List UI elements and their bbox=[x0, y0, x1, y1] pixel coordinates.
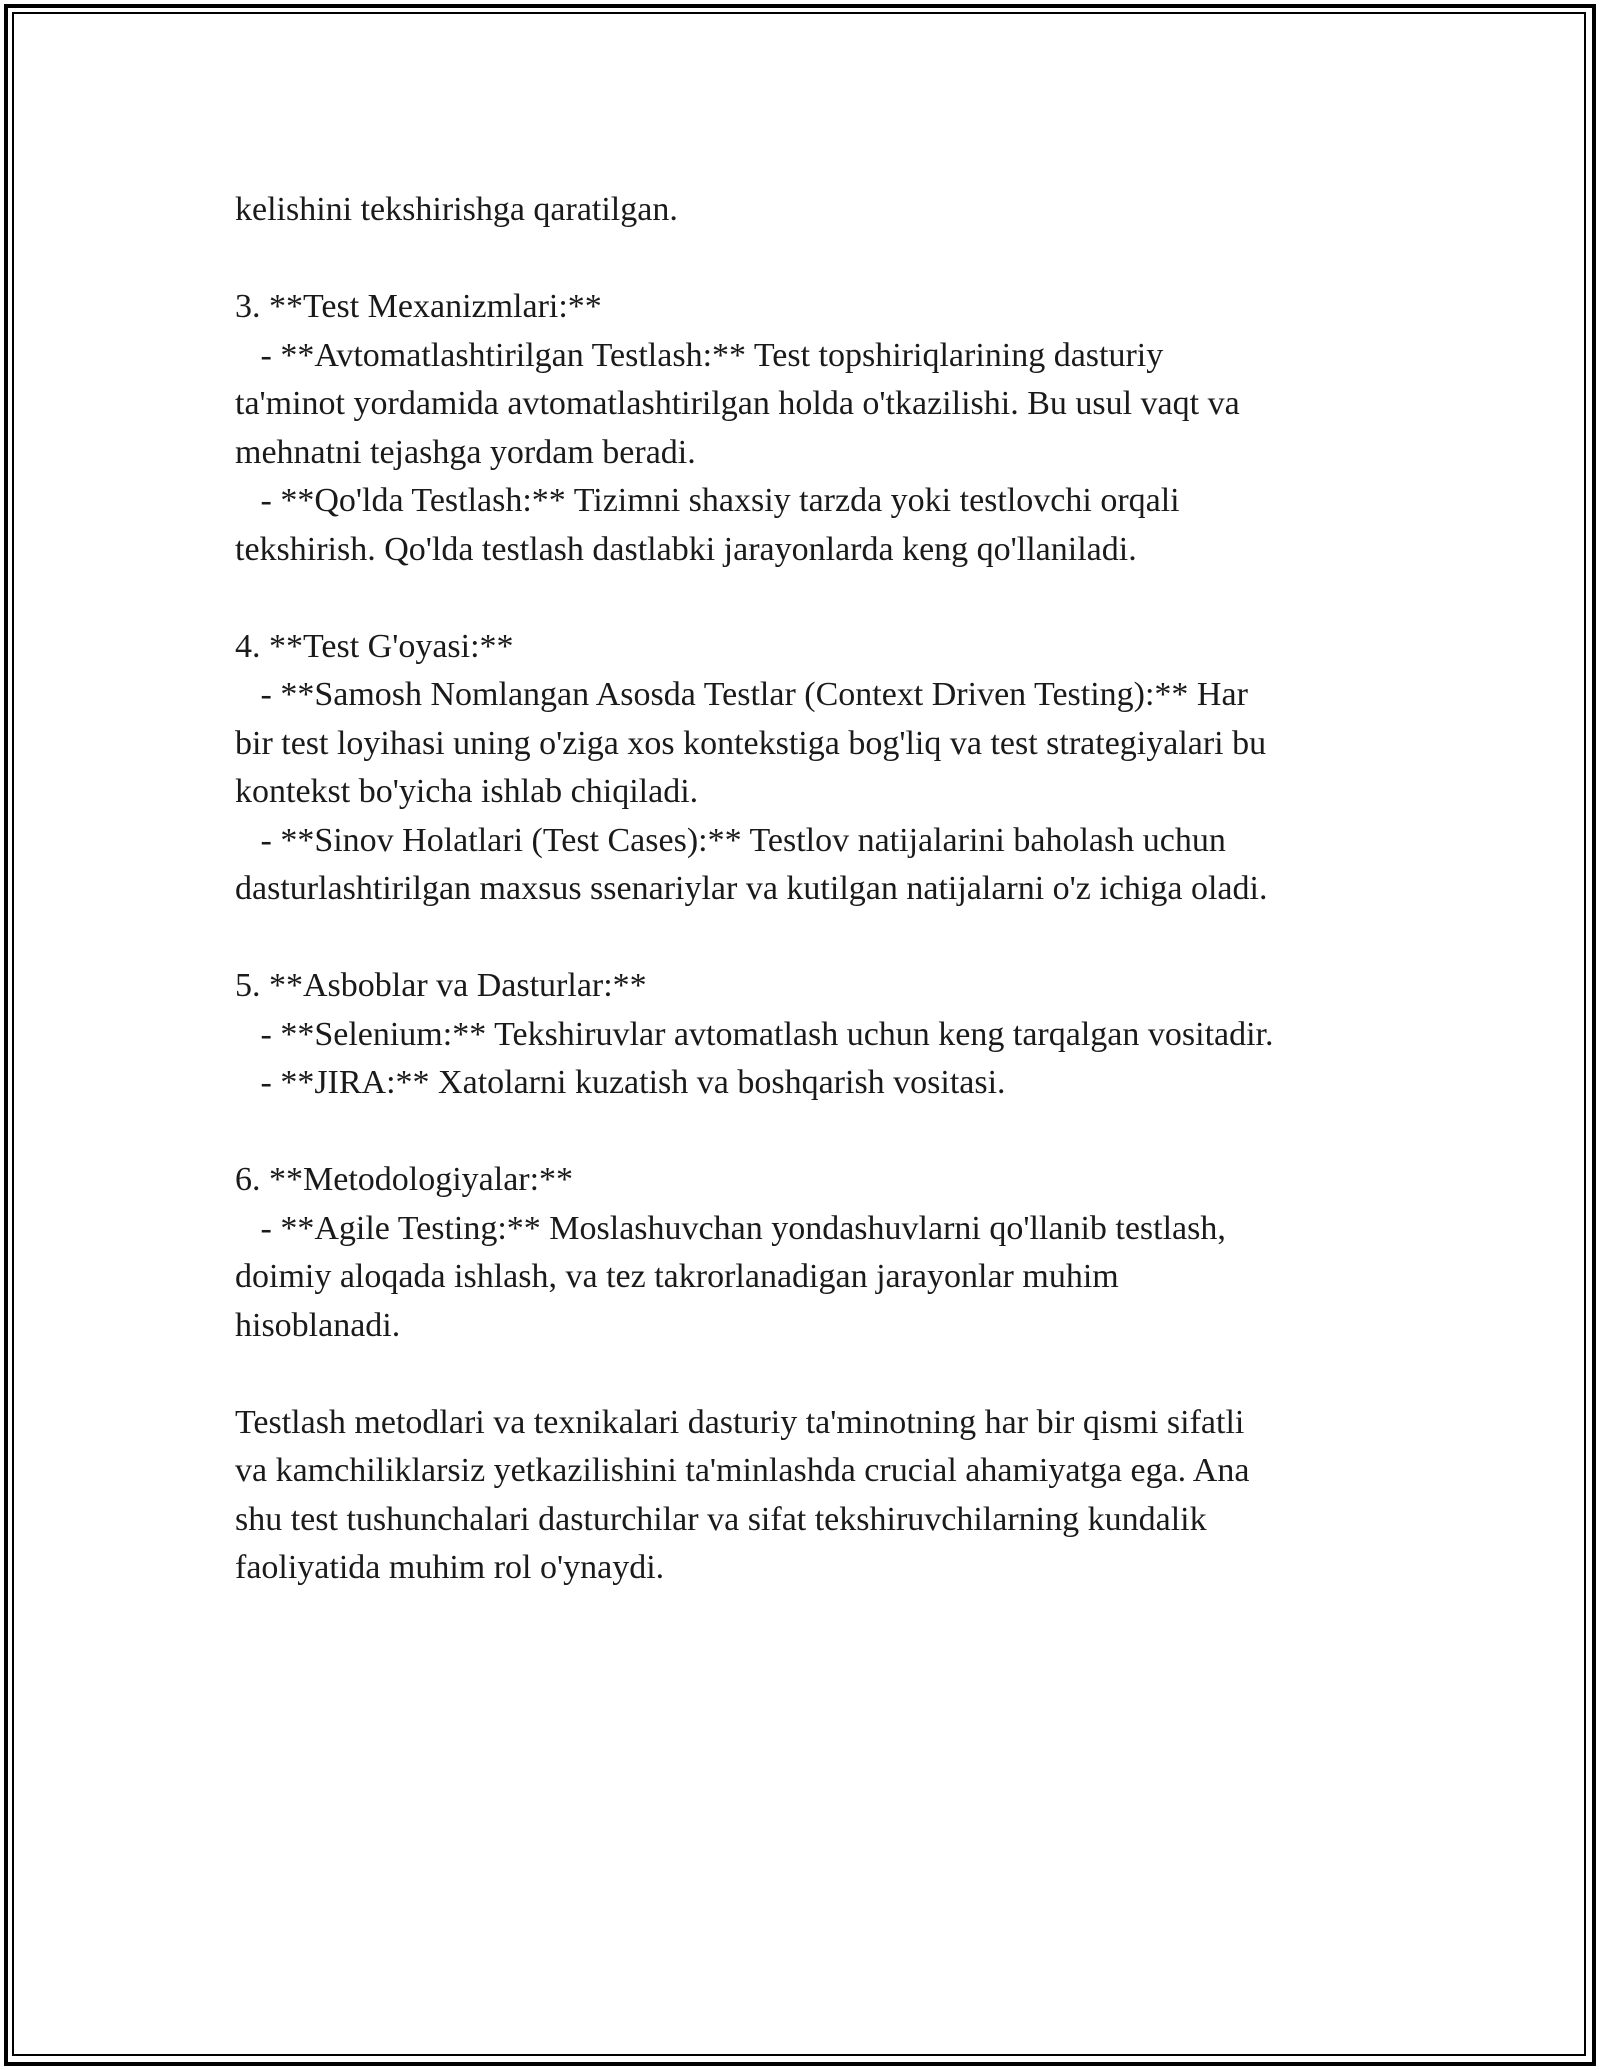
text-line: bir test loyihasi uning o'ziga xos kontekstiga bog'liq va test strategiyalari bu bbox=[235, 724, 1267, 762]
text-line: - **Sinov Holatlari (Test Cases):** Testlov natijalarini baholash uchun bbox=[235, 821, 1226, 859]
section-heading: 5. **Asboblar va Dasturlar:** bbox=[235, 967, 647, 1004]
text-line: faoliyatida muhim rol o'ynaydi. bbox=[235, 1549, 665, 1586]
text-line: shu test tushunchalari dasturchilar va sifat tekshiruvchilarning kundalik bbox=[235, 1500, 1207, 1538]
text-line: tekshirish. Qo'lda testlash dastlabki jarayonlarda keng qo'llaniladi. bbox=[235, 530, 1137, 568]
blank-line bbox=[235, 574, 1395, 623]
text-line: - **JIRA:** Xatolarni kuzatish va boshqarish vositasi. bbox=[235, 1064, 1006, 1101]
blank-line bbox=[235, 1350, 1395, 1399]
text-line: mehnatni tejashga yordam beradi. bbox=[235, 433, 696, 471]
text-line: - **Selenium:** Tekshiruvlar avtomatlash uchun keng tarqalgan vositadir. bbox=[235, 1015, 1274, 1053]
text-line: ta'minot yordamida avtomatlashtirilgan holda o'tkazilishi. Bu usul vaqt va bbox=[235, 385, 1240, 422]
text-line: - **Qo'lda Testlash:** Tizimni shaxsiy tarzda yoki testlovchi orqali bbox=[235, 482, 1180, 519]
text-line: - **Samosh Nomlangan Asosda Testlar (Context Driven Testing):** Har bbox=[235, 676, 1248, 713]
text-line: va kamchiliklarsiz yetkazilishini ta'minlashda crucial ahamiyatga ega. Ana bbox=[235, 1452, 1250, 1489]
text-line: kontekst bo'yicha ishlab chiqiladi. bbox=[235, 773, 699, 810]
text-line: dasturlashtirilgan maxsus ssenariylar va kutilgan natijalarni o'z ichiga oladi. bbox=[235, 870, 1268, 907]
text-line: Testlash metodlari va texnikalari dasturiy ta'minotning har bir qismi sifatli bbox=[235, 1403, 1245, 1441]
text-line: kelishini tekshirishga qaratilgan. bbox=[235, 191, 678, 228]
section-heading: 3. **Test Mexanizmlari:** bbox=[235, 288, 602, 325]
text-line: hisoblanadi. bbox=[235, 1306, 401, 1344]
text-line: - **Avtomatlashtirilgan Testlash:** Test topshiriqlarining dasturiy bbox=[235, 336, 1164, 374]
section-heading: 4. **Test G'oyasi:** bbox=[235, 627, 514, 665]
section-heading: 6. **Metodologiyalar:** bbox=[235, 1161, 574, 1198]
blank-line bbox=[235, 1108, 1395, 1157]
document-body bbox=[235, 186, 1395, 1593]
text-line: - **Agile Testing:** Moslashuvchan yondashuvlarni qo'llanib testlash, bbox=[235, 1209, 1226, 1247]
blank-line bbox=[235, 235, 1395, 284]
text-line: doimiy aloqada ishlash, va tez takrorlanadigan jarayonlar muhim bbox=[235, 1258, 1119, 1295]
blank-line bbox=[235, 914, 1395, 963]
